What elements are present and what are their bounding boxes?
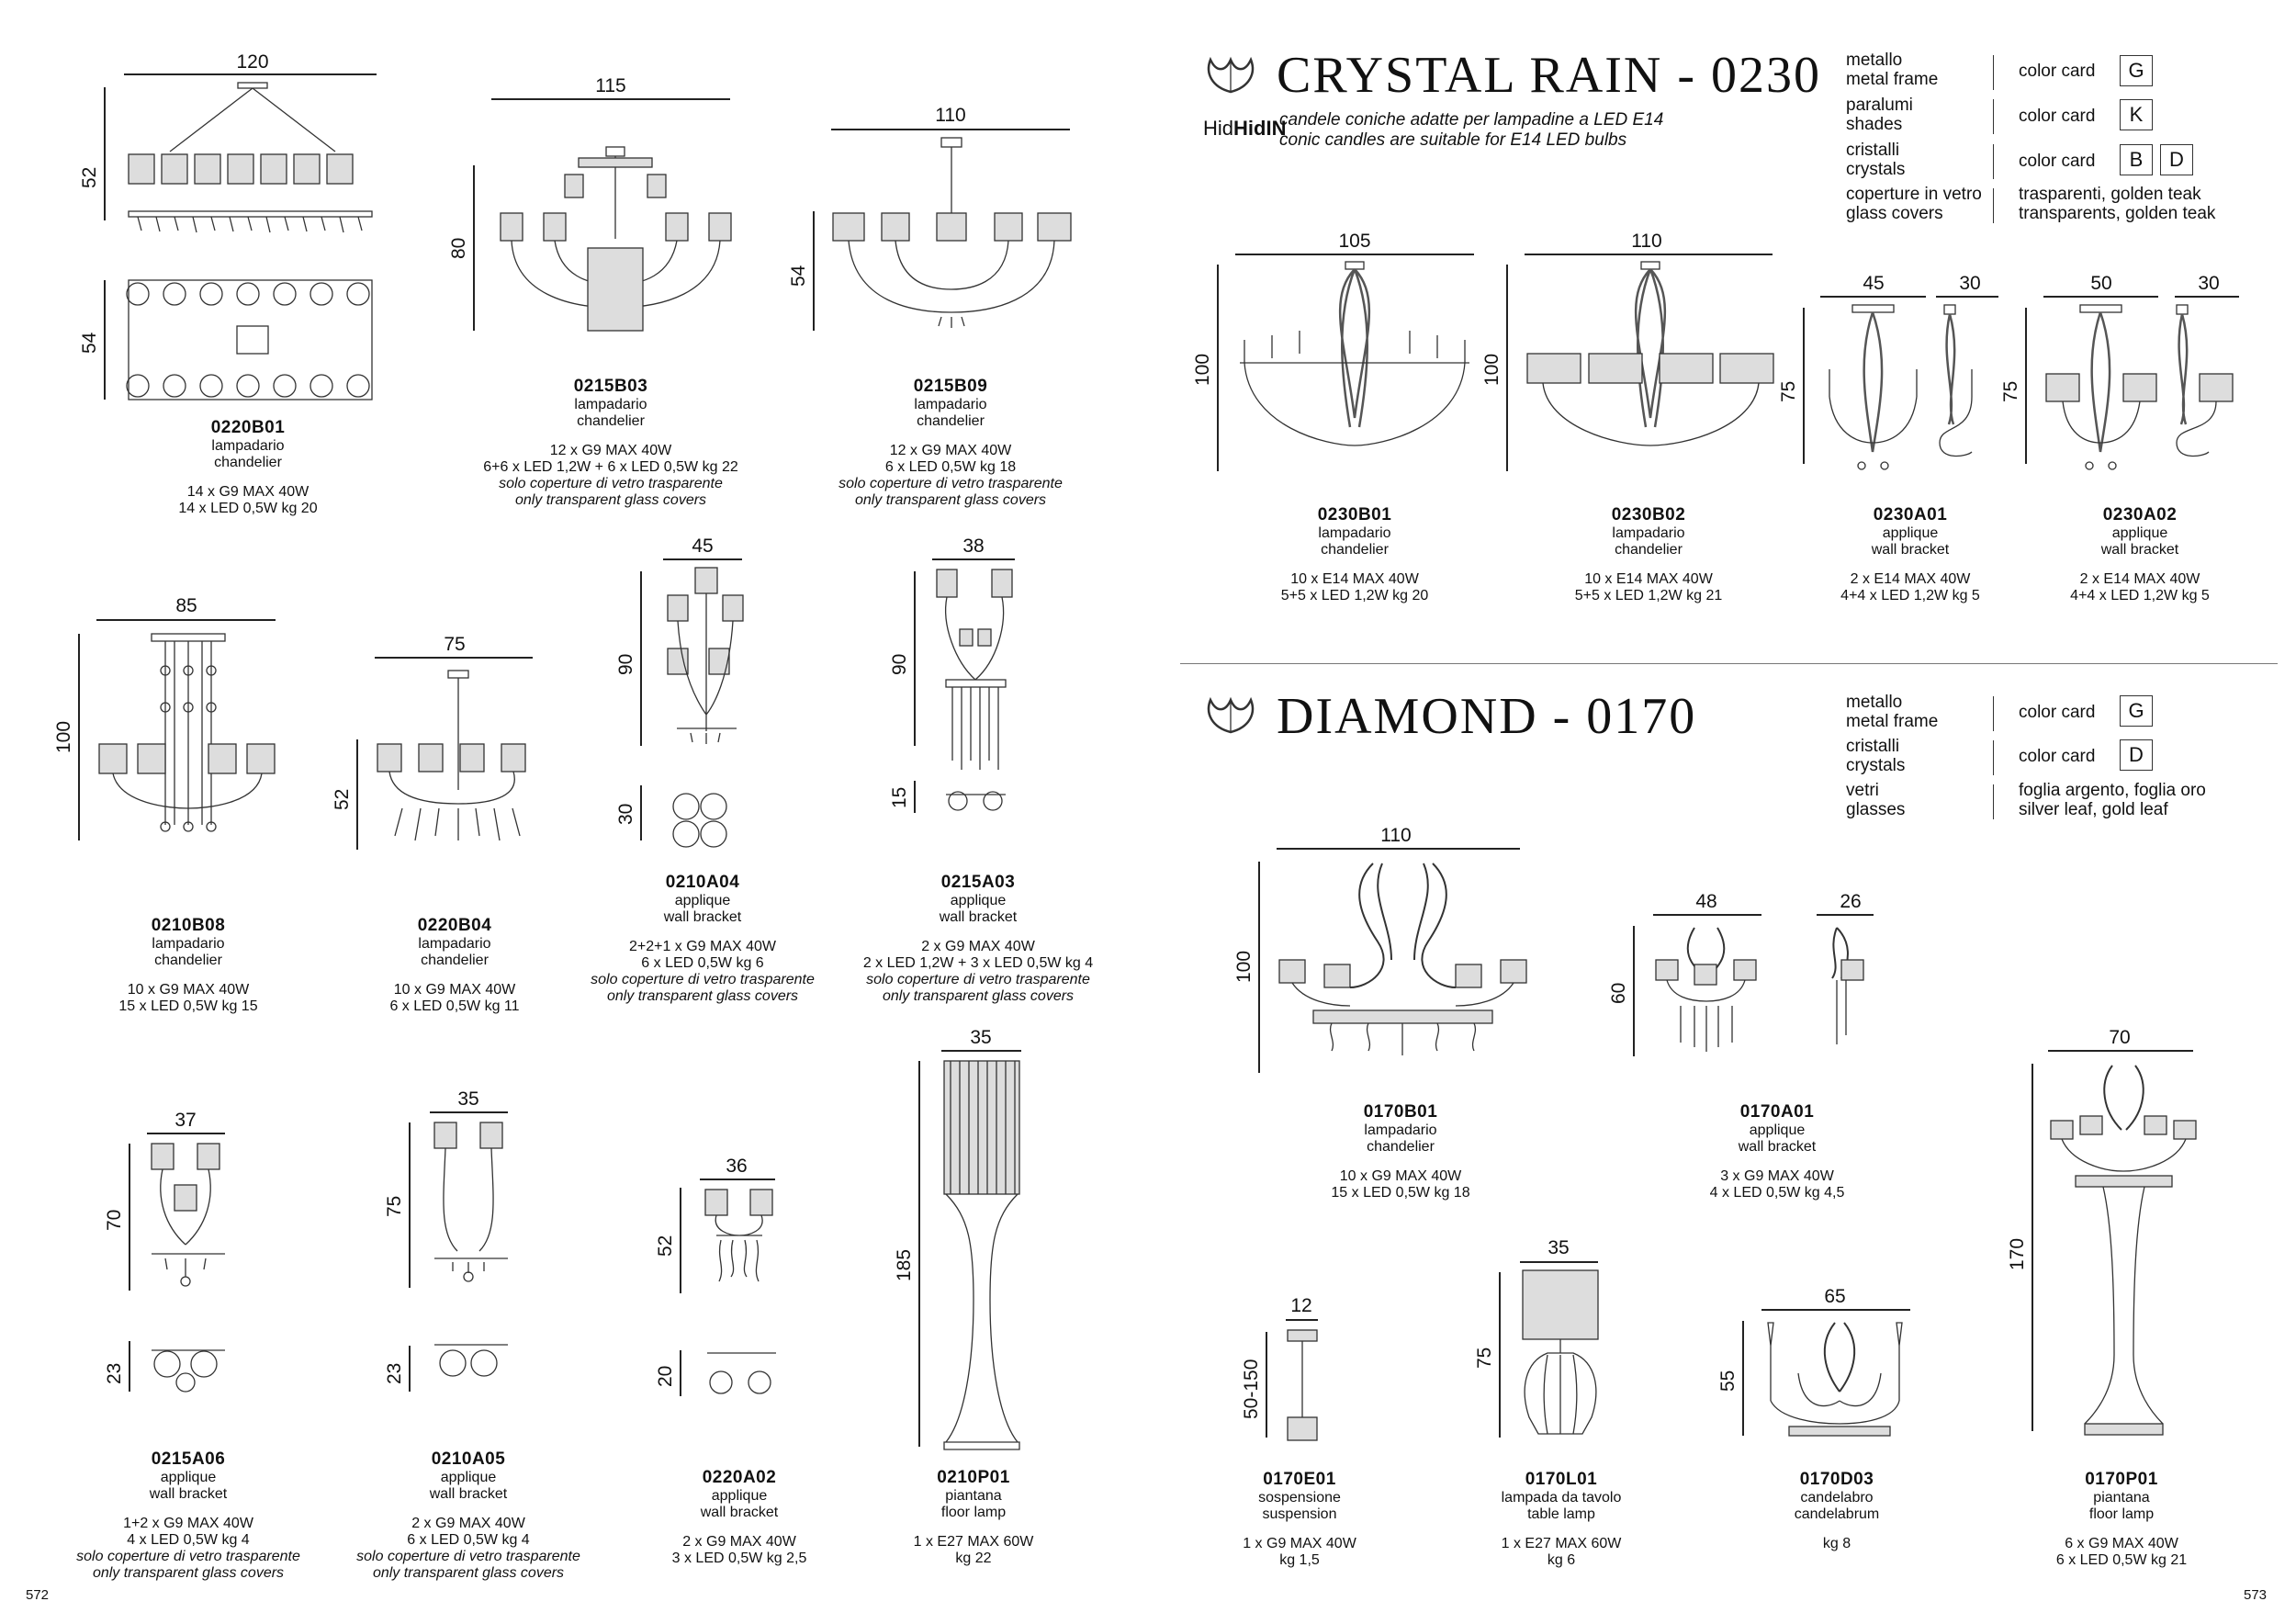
product-type-en: wall bracket bbox=[1871, 542, 1950, 558]
dim-height: 50-150 bbox=[1241, 1359, 1262, 1419]
product-type-en: candelabrum bbox=[1794, 1506, 1880, 1522]
dim-height: 15 bbox=[889, 786, 910, 808]
dim-width: 45 bbox=[1863, 273, 1885, 294]
spec-value: color card bbox=[2019, 152, 2096, 171]
product-type-en: chandelier bbox=[917, 413, 985, 429]
product-drawing-0170L01 bbox=[1520, 1270, 1603, 1440]
product-0210A04 bbox=[569, 873, 836, 1005]
dim-line bbox=[1761, 1309, 1910, 1311]
product-code: 0170D03 bbox=[1799, 1470, 1874, 1489]
divider bbox=[1993, 144, 1994, 179]
product-type-it: lampadario bbox=[152, 936, 225, 952]
dim-line bbox=[2175, 296, 2239, 298]
dim-line bbox=[1525, 254, 1773, 255]
hidin-logo-text: HidIN bbox=[1233, 117, 1287, 140]
product-drawing-0170A01 bbox=[1653, 923, 1878, 1066]
dim-height: 170 bbox=[2007, 1237, 2028, 1270]
product-spec: 1 x E27 MAX 60W bbox=[1501, 1536, 1622, 1551]
dim-line bbox=[918, 1061, 920, 1447]
product-code: 0230A02 bbox=[2102, 505, 2178, 524]
dim-width: 30 bbox=[2198, 273, 2220, 294]
dim-width: 110 bbox=[1631, 231, 1662, 252]
product-0220B04 bbox=[354, 916, 556, 1015]
product-note: only transparent glass covers bbox=[514, 492, 707, 508]
product-0230A01 bbox=[1800, 505, 2020, 604]
dim-line bbox=[2032, 1064, 2033, 1431]
product-note: only transparent glass covers bbox=[606, 988, 799, 1004]
dim-height: 100 bbox=[1481, 353, 1503, 386]
dim-width: 110 bbox=[1380, 825, 1412, 846]
dim-line bbox=[700, 1179, 775, 1180]
product-0215A03 bbox=[822, 873, 1134, 1005]
product-type-it: applique bbox=[160, 1470, 217, 1485]
hidin-logo: HidHidIN bbox=[1203, 117, 1287, 140]
dim-line bbox=[831, 129, 1070, 130]
product-note: only transparent glass covers bbox=[372, 1565, 565, 1581]
product-spec: 10 x G9 MAX 40W bbox=[127, 982, 250, 998]
product-spec: kg 1,5 bbox=[1279, 1552, 1320, 1568]
spec-value: foglia argento, foglia oro silver leaf, gold leaf bbox=[2019, 781, 2206, 819]
product-type-en: wall bracket bbox=[429, 1486, 508, 1502]
product-0170P01 bbox=[2011, 1470, 2232, 1569]
product-spec: 2+2+1 x G9 MAX 40W bbox=[628, 939, 777, 954]
product-type-it: applique bbox=[711, 1488, 768, 1504]
product-note: solo coperture di vetro trasparente bbox=[356, 1549, 580, 1564]
product-spec: 2 x E14 MAX 40W bbox=[1850, 571, 1971, 587]
product-code: 0230B01 bbox=[1317, 505, 1392, 524]
product-spec: kg 6 bbox=[1547, 1552, 1576, 1568]
product-note: solo coperture di vetro trasparente bbox=[866, 972, 1090, 987]
product-type-en: wall bracket bbox=[663, 909, 742, 925]
product-0220A02 bbox=[634, 1468, 845, 1567]
product-code: 0230B02 bbox=[1611, 505, 1686, 524]
product-spec: 14 x G9 MAX 40W bbox=[186, 484, 310, 500]
color-chip: D bbox=[2160, 144, 2193, 175]
dim-height: 75 bbox=[2000, 380, 2021, 402]
ornament-icon bbox=[1203, 51, 1258, 96]
product-0215B09 bbox=[808, 377, 1093, 509]
product-0210A05 bbox=[335, 1449, 602, 1582]
divider bbox=[1993, 99, 1994, 134]
dim-height: 90 bbox=[615, 653, 636, 675]
product-type-it: lampadario bbox=[1318, 525, 1391, 541]
product-spec: 6 x LED 0,5W kg 4 bbox=[407, 1532, 530, 1548]
product-spec: 2 x E14 MAX 40W bbox=[2079, 571, 2200, 587]
product-code: 0220A02 bbox=[702, 1468, 777, 1487]
dim-line bbox=[1217, 265, 1219, 471]
dim-line bbox=[129, 1144, 130, 1291]
dim-width: 85 bbox=[175, 595, 197, 616]
product-type-it: lampadario bbox=[914, 397, 987, 412]
product-spec: 1+2 x G9 MAX 40W bbox=[123, 1516, 253, 1531]
product-type-en: wall bracket bbox=[1738, 1139, 1817, 1155]
product-code: 0215B03 bbox=[573, 377, 648, 396]
product-type-it: applique bbox=[1882, 525, 1939, 541]
dim-line bbox=[409, 1122, 411, 1288]
product-spec: 2 x G9 MAX 40W bbox=[921, 939, 1035, 954]
dim-height: 75 bbox=[1474, 1347, 1495, 1369]
product-spec: 3 x LED 0,5W kg 2,5 bbox=[671, 1551, 807, 1566]
dim-line bbox=[1235, 254, 1474, 255]
product-drawing-0170E01 bbox=[1286, 1330, 1322, 1445]
product-code: 0220B04 bbox=[417, 916, 492, 935]
product-code: 0170P01 bbox=[2085, 1470, 2158, 1489]
section-divider bbox=[1180, 663, 2278, 664]
product-spec: 1 x G9 MAX 40W bbox=[1243, 1536, 1356, 1551]
dim-line bbox=[2043, 296, 2158, 298]
product-0220B01 bbox=[138, 418, 358, 517]
product-note: only transparent glass covers bbox=[882, 988, 1075, 1004]
product-spec: kg 22 bbox=[955, 1551, 992, 1566]
product-spec: 10 x G9 MAX 40W bbox=[1339, 1168, 1462, 1184]
product-type-en: wall bracket bbox=[939, 909, 1018, 925]
dim-line bbox=[1506, 265, 1508, 471]
product-type-en: chandelier bbox=[154, 953, 222, 968]
dim-height: 30 bbox=[615, 803, 636, 825]
dim-line bbox=[1936, 296, 1998, 298]
dim-height: 20 bbox=[655, 1365, 676, 1387]
dim-width: 35 bbox=[457, 1088, 479, 1110]
divider bbox=[1993, 784, 1994, 819]
dim-width: 115 bbox=[595, 75, 626, 96]
divider bbox=[1993, 740, 1994, 775]
product-code: 0230A01 bbox=[1873, 505, 1948, 524]
product-drawing-0215B09 bbox=[831, 138, 1075, 335]
dim-width: 37 bbox=[174, 1110, 197, 1131]
dim-line bbox=[914, 781, 916, 813]
collection-title: CRYSTAL RAIN - 0230 bbox=[1277, 47, 1822, 104]
product-code: 0170B01 bbox=[1363, 1102, 1438, 1122]
dim-line bbox=[1742, 1321, 1744, 1436]
product-type-en: chandelier bbox=[214, 455, 282, 470]
note-it: candele coniche adatte per lampadine a LED E14 bbox=[1279, 110, 1664, 130]
product-spec: 6+6 x LED 1,2W + 6 x LED 0,5W kg 22 bbox=[483, 459, 738, 475]
dim-line bbox=[1633, 926, 1635, 1056]
product-drawing-0210A05 bbox=[430, 1122, 512, 1393]
spec-value: trasparenti, golden teak transparents, golden teak bbox=[2019, 185, 2216, 223]
product-note: solo coperture di vetro trasparente bbox=[76, 1549, 300, 1564]
product-spec: 12 x G9 MAX 40W bbox=[889, 443, 1012, 458]
color-chip: B bbox=[2120, 144, 2153, 175]
product-0210B08 bbox=[83, 916, 294, 1015]
dim-line bbox=[104, 280, 106, 400]
product-code: 0170E01 bbox=[1263, 1470, 1336, 1489]
product-type-it: lampadario bbox=[1364, 1122, 1437, 1138]
dim-height: 90 bbox=[889, 653, 910, 675]
product-spec: 10 x E14 MAX 40W bbox=[1584, 571, 1713, 587]
page-number: 572 bbox=[26, 1587, 50, 1603]
product-type-it: piantana bbox=[945, 1488, 1002, 1504]
color-chip: K bbox=[2120, 99, 2153, 130]
dim-line bbox=[1820, 296, 1926, 298]
dim-height: 100 bbox=[1233, 950, 1255, 983]
dim-line bbox=[375, 657, 533, 659]
spec-value: color card bbox=[2019, 703, 2096, 722]
dim-height: 55 bbox=[1717, 1370, 1739, 1392]
color-chip: G bbox=[2120, 55, 2153, 86]
product-0215B03 bbox=[459, 377, 762, 509]
dim-line bbox=[640, 571, 642, 746]
color-chip: D bbox=[2120, 739, 2153, 771]
dim-line bbox=[409, 1346, 411, 1392]
dim-height: 75 bbox=[1778, 380, 1799, 402]
product-drawing-0220A02 bbox=[703, 1190, 781, 1405]
dim-height: 23 bbox=[104, 1362, 125, 1384]
dim-width: 50 bbox=[2090, 273, 2112, 294]
product-code: 0210A05 bbox=[431, 1449, 506, 1469]
product-code: 0210P01 bbox=[937, 1468, 1010, 1487]
dim-line bbox=[2048, 1050, 2193, 1052]
dim-height: 52 bbox=[655, 1235, 676, 1257]
product-type-it: lampadario bbox=[418, 936, 491, 952]
dim-line bbox=[104, 87, 106, 220]
product-spec: 10 x E14 MAX 40W bbox=[1290, 571, 1419, 587]
dim-line bbox=[663, 558, 742, 560]
product-0210P01 bbox=[868, 1468, 1079, 1567]
product-code: 0170L01 bbox=[1525, 1470, 1598, 1489]
dim-width: 26 bbox=[1840, 891, 1862, 912]
spec-value: color card bbox=[2019, 62, 2096, 81]
product-0170B01 bbox=[1286, 1102, 1515, 1201]
dim-line bbox=[914, 571, 916, 746]
product-spec: 4 x LED 0,5W kg 4 bbox=[127, 1532, 250, 1548]
dim-line bbox=[1258, 862, 1260, 1073]
spec-label: coperture in vetro glass covers bbox=[1846, 185, 1982, 223]
product-type-en: wall bracket bbox=[700, 1505, 779, 1520]
product-drawing-0210P01 bbox=[941, 1061, 1024, 1451]
product-spec: 6 x G9 MAX 40W bbox=[2065, 1536, 2178, 1551]
product-spec: 5+5 x LED 1,2W kg 20 bbox=[1280, 588, 1429, 603]
dim-width: 35 bbox=[970, 1027, 992, 1048]
dim-height: 80 bbox=[448, 237, 469, 259]
product-type-en: chandelier bbox=[1615, 542, 1683, 558]
product-code: 0210B08 bbox=[151, 916, 226, 935]
dim-width: 45 bbox=[692, 536, 714, 557]
product-0230A02 bbox=[2030, 505, 2250, 604]
product-spec: 3 x G9 MAX 40W bbox=[1720, 1168, 1834, 1184]
product-spec: 5+5 x LED 1,2W kg 21 bbox=[1574, 588, 1723, 603]
product-spec: 15 x LED 0,5W kg 15 bbox=[118, 998, 258, 1014]
dim-height: 54 bbox=[788, 265, 809, 287]
dim-line bbox=[1499, 1272, 1501, 1438]
dim-width: 120 bbox=[236, 51, 269, 73]
dim-height: 54 bbox=[79, 332, 100, 354]
product-type-it: applique bbox=[674, 893, 731, 908]
product-type-en: chandelier bbox=[421, 953, 489, 968]
product-spec: 6 x LED 0,5W kg 6 bbox=[641, 955, 764, 971]
dim-height: 70 bbox=[104, 1209, 125, 1231]
product-type-en: chandelier bbox=[1367, 1139, 1435, 1155]
collection-title: DIAMOND - 0170 bbox=[1277, 688, 1697, 745]
color-chip: G bbox=[2120, 695, 2153, 727]
product-drawing-0215B03 bbox=[496, 147, 735, 335]
product-type-it: lampadario bbox=[1612, 525, 1685, 541]
product-drawing-0170D03 bbox=[1761, 1318, 1918, 1442]
product-code: 0220B01 bbox=[210, 418, 286, 437]
dim-width: 75 bbox=[444, 634, 466, 655]
spec-value: color card bbox=[2019, 107, 2096, 126]
product-spec: 6 x LED 0,5W kg 11 bbox=[389, 998, 520, 1014]
dim-height: 52 bbox=[79, 166, 100, 188]
dim-line bbox=[680, 1350, 681, 1396]
dim-line bbox=[430, 1111, 508, 1113]
collection-note bbox=[1279, 110, 1663, 151]
product-type-en: chandelier bbox=[1321, 542, 1389, 558]
spec-label: cristalli crystals bbox=[1846, 737, 1906, 775]
dim-line bbox=[356, 739, 358, 850]
dim-width: 36 bbox=[726, 1156, 748, 1177]
spec-label: metallo metal frame bbox=[1846, 693, 1939, 731]
spec-label: cristalli crystals bbox=[1846, 141, 1906, 179]
product-type-it: applique bbox=[440, 1470, 497, 1485]
dim-line bbox=[147, 1133, 225, 1134]
dim-height: 23 bbox=[384, 1362, 405, 1384]
divider bbox=[1993, 696, 1994, 731]
product-drawing-0230B01 bbox=[1235, 262, 1474, 478]
dim-width: 70 bbox=[2109, 1027, 2131, 1048]
dim-width: 38 bbox=[962, 536, 985, 557]
product-code: 0215B09 bbox=[913, 377, 988, 396]
product-drawing-0220B04 bbox=[375, 671, 540, 854]
product-drawing-0230A01 bbox=[1820, 305, 2004, 475]
product-drawing-0215A06 bbox=[147, 1144, 230, 1405]
product-type-en: table lamp bbox=[1527, 1506, 1595, 1522]
product-spec: 6 x LED 0,5W kg 18 bbox=[884, 459, 1017, 475]
dim-line bbox=[1803, 308, 1805, 464]
product-spec: 12 x G9 MAX 40W bbox=[549, 443, 672, 458]
spec-value: color card bbox=[2019, 747, 2096, 766]
product-type-en: wall bracket bbox=[149, 1486, 228, 1502]
spec-label: paralumi shades bbox=[1846, 96, 1913, 134]
product-spec: 1 x E27 MAX 60W bbox=[913, 1534, 1034, 1550]
product-drawing-0210B08 bbox=[96, 634, 280, 845]
dim-width: 65 bbox=[1824, 1286, 1846, 1307]
product-spec: 10 x G9 MAX 40W bbox=[393, 982, 516, 998]
dim-line bbox=[473, 165, 475, 331]
dim-width: 30 bbox=[1959, 273, 1981, 294]
product-code: 0170A01 bbox=[1739, 1102, 1815, 1122]
product-spec: 2 x G9 MAX 40W bbox=[682, 1534, 796, 1550]
product-type-en: floor lamp bbox=[2088, 1506, 2155, 1522]
product-drawing-0230A02 bbox=[2043, 305, 2245, 475]
product-note: only transparent glass covers bbox=[92, 1565, 285, 1581]
product-spec: 4+4 x LED 1,2W kg 5 bbox=[1840, 588, 1980, 603]
dim-height: 60 bbox=[1608, 982, 1629, 1004]
product-0170D03 bbox=[1736, 1470, 1938, 1552]
dim-line bbox=[2025, 308, 2027, 464]
dim-width: 12 bbox=[1290, 1295, 1312, 1316]
product-drawing-0220B01 bbox=[124, 83, 381, 400]
product-0230B02 bbox=[1534, 505, 1763, 604]
dim-height: 185 bbox=[894, 1248, 915, 1281]
dim-line bbox=[1520, 1261, 1598, 1263]
dim-height: 100 bbox=[1192, 353, 1213, 386]
product-type-it: applique bbox=[2111, 525, 2168, 541]
dim-width: 48 bbox=[1695, 891, 1717, 912]
ornament-icon bbox=[1203, 691, 1258, 737]
page-number: 573 bbox=[2244, 1587, 2268, 1603]
dim-width: 105 bbox=[1338, 231, 1371, 252]
product-drawing-0215A03 bbox=[932, 570, 1019, 822]
product-type-it: lampada da tavolo bbox=[1501, 1490, 1622, 1506]
product-code: 0215A03 bbox=[940, 873, 1016, 892]
dim-line bbox=[124, 73, 377, 75]
dim-line bbox=[129, 1341, 130, 1392]
product-0230B01 bbox=[1240, 505, 1469, 604]
product-type-it: applique bbox=[950, 893, 1007, 908]
product-type-it: piantana bbox=[2093, 1490, 2150, 1506]
product-type-it: lampadario bbox=[574, 397, 647, 412]
dim-width: 35 bbox=[1548, 1237, 1570, 1258]
product-code: 0210A04 bbox=[665, 873, 740, 892]
dim-line bbox=[941, 1050, 1021, 1052]
product-spec: kg 8 bbox=[1822, 1536, 1851, 1551]
product-note: solo coperture di vetro trasparente bbox=[838, 476, 1063, 491]
product-type-it: sospensione bbox=[1258, 1490, 1341, 1506]
product-drawing-0230B02 bbox=[1525, 262, 1777, 478]
product-note: solo coperture di vetro trasparente bbox=[591, 972, 815, 987]
dim-line bbox=[680, 1188, 681, 1293]
dim-height: 52 bbox=[332, 788, 353, 810]
dim-line bbox=[1817, 914, 1874, 916]
product-spec: 6 x LED 0,5W kg 21 bbox=[2055, 1552, 2188, 1568]
divider bbox=[1993, 55, 1994, 90]
product-spec: 2 x LED 1,2W + 3 x LED 0,5W kg 4 bbox=[862, 955, 1094, 971]
dim-line bbox=[1286, 1319, 1318, 1321]
product-type-it: applique bbox=[1749, 1122, 1806, 1138]
dim-line bbox=[1277, 848, 1520, 850]
product-spec: 15 x LED 0,5W kg 18 bbox=[1331, 1185, 1470, 1201]
dim-line bbox=[1653, 914, 1761, 916]
product-drawing-0210A04 bbox=[663, 568, 750, 843]
product-type-en: chandelier bbox=[577, 413, 645, 429]
product-spec: 4+4 x LED 1,2W kg 5 bbox=[2070, 588, 2210, 603]
product-note: only transparent glass covers bbox=[854, 492, 1047, 508]
dim-line bbox=[78, 634, 80, 840]
product-type-en: floor lamp bbox=[940, 1505, 1007, 1520]
product-type-it: candelabro bbox=[1800, 1490, 1874, 1506]
dim-line bbox=[932, 558, 1015, 560]
dim-width: 110 bbox=[935, 105, 966, 126]
product-type-it: lampadario bbox=[211, 438, 285, 454]
dim-line bbox=[491, 98, 730, 100]
product-0170L01 bbox=[1460, 1470, 1662, 1569]
product-spec: 4 x LED 0,5W kg 4,5 bbox=[1709, 1185, 1845, 1201]
product-note: solo coperture di vetro trasparente bbox=[499, 476, 723, 491]
product-0170E01 bbox=[1208, 1470, 1391, 1569]
divider bbox=[1993, 188, 1994, 223]
product-type-en: wall bracket bbox=[2100, 542, 2179, 558]
product-spec: 2 x G9 MAX 40W bbox=[411, 1516, 525, 1531]
dim-height: 75 bbox=[384, 1195, 405, 1217]
product-0170A01 bbox=[1662, 1102, 1892, 1201]
product-0215A06 bbox=[55, 1449, 321, 1582]
dim-line bbox=[96, 619, 276, 621]
product-type-en: suspension bbox=[1262, 1506, 1337, 1522]
dim-line bbox=[640, 785, 642, 840]
product-code: 0215A06 bbox=[151, 1449, 226, 1469]
product-spec: 14 x LED 0,5W kg 20 bbox=[178, 501, 318, 516]
product-drawing-0170P01 bbox=[2048, 1061, 2200, 1438]
dim-line bbox=[1266, 1332, 1267, 1438]
product-drawing-0170B01 bbox=[1277, 859, 1529, 1079]
spec-label: vetri glasses bbox=[1846, 781, 1906, 819]
note-en: conic candles are suitable for E14 LED bulbs bbox=[1279, 130, 1627, 150]
dim-line bbox=[813, 211, 815, 331]
spec-label: metallo metal frame bbox=[1846, 51, 1939, 89]
dim-height: 100 bbox=[53, 720, 74, 753]
